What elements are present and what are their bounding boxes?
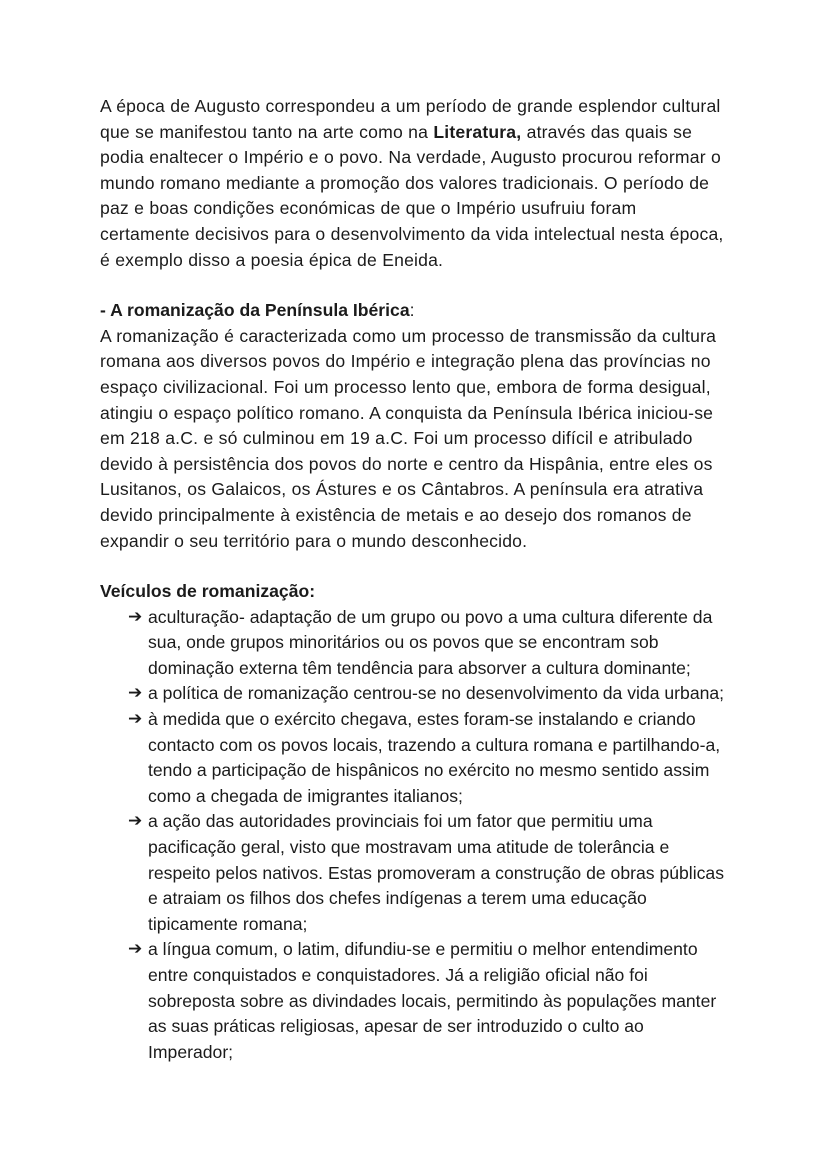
paragraph-spacer: [100, 273, 728, 298]
paragraph-spacer: [100, 554, 728, 579]
list-veiculos-romanizacao: [100, 605, 728, 1066]
list-item: [100, 809, 728, 937]
heading-veiculos-romanizacao: [100, 579, 728, 605]
heading-text: - A romanização da Península Ibérica: [100, 300, 410, 321]
list-item: [100, 937, 728, 1065]
list-item: [100, 605, 728, 682]
heading-romanizacao-peninsula: [100, 298, 728, 324]
document-body: [100, 94, 728, 1065]
list-item-text: a política de romanização centrou-se no desenvolvimento da vida urbana;: [148, 683, 725, 704]
paragraph-romanizacao-definicao: [100, 324, 728, 554]
emphasis-text: Literatura,: [433, 121, 522, 142]
heading-text: Veículos de romanização:: [100, 581, 316, 602]
arrow-right-icon: ➔: [128, 683, 143, 704]
heading-suffix: :: [409, 300, 415, 321]
list-item-text: a língua comum, o latim, difundiu-se e permitiu o melhor entendimento entre conquistados e conquistadores. Já a religião oficial não foi sobreposta sobre as divindades locais, permitindo às populações manter as suas práticas religiosas, apesar de ser introduzido o culto ao Imperador;: [148, 939, 717, 1062]
list-item: [100, 681, 728, 707]
body-text: A época de Augusto correspondeu a um período de grande esplendor cultural que se manifestou tanto na arte como na: [100, 96, 721, 142]
list-item-text: aculturação- adaptação de um grupo ou povo a uma cultura diferente da sua, onde grupos minoritários ou os povos que se encontram sob dominação externa têm tendência para absorver a cultura dominante;: [148, 606, 713, 678]
arrow-right-icon: ➔: [128, 709, 143, 730]
list-item-text: à medida que o exército chegava, estes foram-se instalando e criando contacto com os povos locais, trazendo a cultura romana e partilhando-a, tendo a participação de hispânicos no exército no mesmo sentido assim como a chegada de imigrantes italianos;: [148, 709, 721, 806]
arrow-right-icon: ➔: [128, 939, 143, 960]
body-text: A romanização é caracterizada como um processo de transmissão da cultura romana aos diversos povos do Império e integração plena das províncias no espaço civilizacional. Foi um processo lento que, embora de forma desigual, atingiu o espaço político romano. A conquista da Península Ibérica iniciou-se em 218 a.C. e só culminou em 19 a.C. Foi um processo difícil e atribulado devido à persistência dos povos do norte e centro da Hispânia, entre eles os Lusitanos, os Galaicos, os Ástures e os Cântabros. A península era atrativa devido principalmente à existência de metais e ao desejo dos romanos de expandir o seu território para o mundo desconhecido.: [100, 325, 717, 551]
list-item: [100, 707, 728, 809]
arrow-right-icon: ➔: [128, 811, 143, 832]
list-item-text: a ação das autoridades provinciais foi um fator que permitiu uma pacificação geral, visto que mostravam uma atitude de tolerância e respeito pelos nativos. Estas promoveram a construção de obras públicas e atraiam os filhos dos chefes indígenas a terem uma educação tipicamente romana;: [148, 811, 725, 934]
body-text: através das quais se podia enaltecer o Império e o povo. Na verdade, Augusto procurou reformar o mundo romano mediante a promoção dos valores tradicionais. O período de paz e boas condições económicas de que o Império usufruiu foram certamente decisivos para o desenvolvimento da vida intelectual nesta época, é exemplo disso a poesia épica de Eneida.: [100, 121, 724, 270]
paragraph-epoca-augusto: [100, 94, 728, 273]
arrow-right-icon: ➔: [128, 606, 143, 627]
